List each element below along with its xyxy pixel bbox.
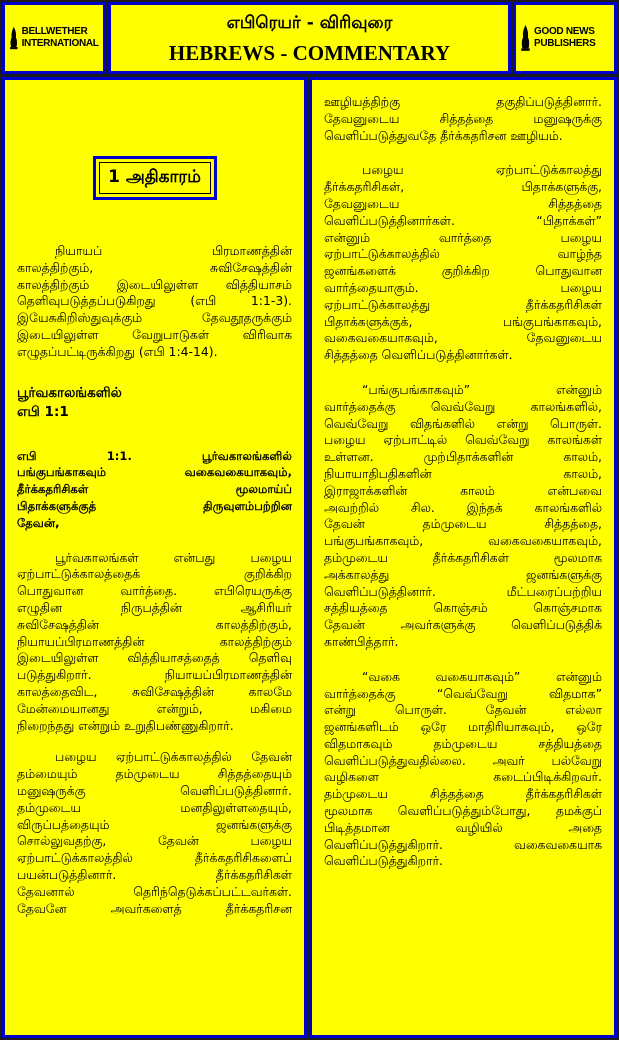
text-line: இடையிலுள்ள வேறுபாடுகள் விரிவாக	[17, 326, 292, 342]
publisher-name-right: GOOD NEWS PUBLISHERS	[533, 26, 596, 49]
text-line: தேவன் அவர்களுக்கு வெளிப்படுத்திக்	[324, 617, 602, 633]
text-line: பயன்படுத்தினார். தீர்க்கதரிசிகள்	[17, 866, 292, 882]
body-paragraph	[17, 550, 292, 735]
text-line: தீர்க்கதரிசிகள், பிதாக்களுக்கு,	[324, 179, 602, 195]
publisher-name-left: BELLWETHER INTERNATIONAL	[21, 26, 99, 49]
section-heading	[17, 384, 292, 422]
text-line: நியாயாதிபதிகளின் காலம்,	[324, 465, 602, 481]
text-line: இடையிலுள்ள வித்தியாசத்தைத் தெளிவு	[17, 650, 292, 666]
chapter-label: 1 அதிகாரம்	[93, 156, 217, 200]
text-line: தம்மையும் தம்முடைய சித்தத்தையும்	[17, 766, 292, 782]
text-line: அவற்றில் சில. இந்தக் காலங்களில்	[324, 499, 602, 515]
text-line: தெளிவுபடுத்தப்படுகிறது (எபி 1:1-3).	[17, 293, 292, 309]
text-line: தேவனால் தெரிந்தெடுக்கப்பட்டவர்கள்.	[17, 883, 292, 899]
title-english: HEBREWS - COMMENTARY	[168, 41, 451, 65]
text-line: “வகை வகையாகவும்” என்னும்	[362, 668, 602, 684]
text-line: வெளிப்படுத்தினார். மீட்பரைப்பற்றிய	[324, 583, 602, 599]
text-line: தம்முடைய சித்தத்தை தீர்க்கதரிசிகள்	[324, 786, 602, 802]
text-line: பிதாக்களுக்குத் திருவுளம்பற்றின	[17, 498, 292, 513]
text-line: பூர்வகாலங்களில்	[17, 384, 122, 401]
text-line: காண்பித்தார்.	[324, 633, 399, 649]
body-paragraph	[324, 669, 602, 871]
text-line: வெளிப்படுத்துவதில்லை. அவர் பல்வேறு	[324, 752, 602, 768]
text-line: ஊழியத்திற்கு தகுதிப்படுத்தினார்.	[324, 94, 602, 109]
body-paragraph	[324, 162, 602, 364]
publisher-logo-left	[2, 2, 106, 74]
text-line: தீர்க்கதரிசிகள் மூலமாய்ப்	[17, 482, 292, 497]
text-line: ஜனங்களைக் குறிக்கிற பொதுவான	[324, 263, 602, 279]
text-line: காலத்தைவிட, சுவிசேஷத்தின் காலமே	[17, 683, 292, 699]
text-line: விதமாகவும் தம்முடைய சத்தியத்தை	[324, 735, 602, 751]
text-line: தேவனுடைய சித்தத்தை மனுஷருக்கு	[324, 110, 602, 126]
text-line: வெளிப்படுத்துகிறார். வகைவகையாக	[324, 836, 602, 852]
text-line: சித்தத்தை வெளிப்படுத்தினார்கள்.	[324, 347, 513, 363]
text-line: எழுதப்பட்டிருக்கிறது (எபி 1:4-14).	[17, 343, 218, 359]
title-tamil: எபிரெயர் - விரிவுரை	[226, 13, 393, 33]
text-line: வெளிப்படுத்துகிறார்.	[324, 853, 443, 869]
text-line: வகைவகையாகவும், தேவனுடைய	[324, 330, 602, 346]
text-line: எபி 1:1	[17, 403, 69, 420]
text-line: இராஜாக்களின் காலம் என்பவை	[324, 482, 602, 498]
text-line: “பங்குபங்காகவும்” என்னும்	[362, 381, 602, 397]
text-line: தேவனுடைய சித்தத்தை	[324, 195, 602, 211]
text-line: பிடித்தமான வழியில் அதை	[324, 819, 602, 835]
text-line: பூர்வகாலங்கள் என்பது பழைய	[55, 549, 292, 565]
text-line: நியாயப் பிரமாணத்தின்	[55, 243, 292, 258]
text-line: பழைய ஏற்பாட்டில் வெவ்வேறு காலங்கள்	[324, 432, 602, 448]
text-line: ஏற்பாட்டுக்காலத்து தீர்க்கதரிசிகள்	[324, 296, 602, 312]
right-column	[309, 77, 617, 1038]
text-line: எபி 1:1. பூர்வகாலங்களில்	[17, 448, 292, 463]
text-line: மூலமாக வெளிப்படுத்தும்போது, தமக்குப்	[324, 803, 602, 819]
text-line: வார்த்தைக்கு “வெவ்வேறு விதமாக”	[324, 685, 602, 701]
verse-text	[17, 448, 292, 532]
text-line: இயேசுகிறிஸ்துவுக்கும் தேவதூதருக்கும்	[17, 310, 292, 326]
text-line: பழைய ஏற்பாட்டுக்காலத்தில் தேவன்	[55, 749, 292, 765]
text-line: ஏற்பாட்டுக்காலத்தில் தீர்க்கதரிசிகளைப்	[17, 850, 292, 866]
text-line: ஏற்பாட்டுக்காலத்தைக் குறிக்கிற	[17, 566, 292, 582]
text-line: உள்ளன. முற்பிதாக்களின் காலம்,	[324, 449, 602, 465]
text-line: தம்முடைய மனதிலுள்ளதையும்,	[17, 799, 292, 815]
text-line: காலத்திற்கும் இடையிலுள்ள வித்தியாசம்	[17, 276, 292, 292]
ram-logo-icon	[520, 15, 531, 61]
text-line: தேவன் தம்முடைய சித்தத்தை,	[324, 516, 602, 532]
text-line: மனுஷருக்கு வெளிப்படுத்தினார்.	[17, 782, 292, 798]
text-line: என்று பொருள். தேவன் எல்லா	[324, 702, 602, 718]
text-line: விருப்பத்தையும் ஜனங்களுக்கு	[17, 816, 292, 832]
page-header	[108, 2, 511, 74]
intro-paragraph	[17, 243, 292, 361]
text-line: வெவ்வேறு விதங்களில் என்று பொருள்.	[324, 415, 602, 431]
text-line: தேவன்,	[17, 515, 60, 530]
text-line: அக்காலத்து ஜனங்களுக்கு	[324, 566, 602, 582]
text-line: சத்தியத்தை கொஞ்சம் கொஞ்சமாக	[324, 600, 602, 616]
body-paragraph	[17, 749, 292, 917]
text-line: வெளிப்படுத்துவதே தீர்க்கதரிசன ஊழியம்.	[324, 127, 563, 143]
text-line: சுவிசேஷத்தின் காலத்திற்கும்,	[17, 616, 292, 632]
text-line: பொதுவான வார்த்தை. எபிரெயருக்கு	[17, 583, 292, 599]
text-line: எழுதின நிருபத்தின் ஆசிரியர்	[17, 599, 292, 615]
text-line: நிறைந்தது என்றும் உறுதிபண்ணுகிறார்.	[17, 717, 234, 733]
text-line: பங்குபங்காகவும் வகைவகையாகவும்,	[17, 465, 292, 480]
text-line: நியாயப்பிரமாணத்தின் காலத்திற்கும்	[17, 633, 292, 649]
text-line: படுத்துகிறார். நியாயப்பிரமாணத்தின்	[17, 667, 292, 683]
text-line: காலத்திற்கும், சுவிசேஷத்தின்	[17, 259, 292, 275]
text-line: வார்த்தையாகும். பழைய	[324, 279, 602, 295]
text-line: வெளிப்படுத்தினார்கள். “பிதாக்கள்”	[324, 212, 602, 228]
text-line: வார்த்தைக்கு வெவ்வேறு காலங்களில்,	[324, 398, 602, 414]
text-line: ஏற்பாட்டுக்காலத்தில் வாழ்ந்த	[324, 246, 602, 262]
body-paragraph	[324, 382, 602, 651]
text-line: ஜனங்களிடம் ஒரே மாதிரியாகவும், ஒரே	[324, 719, 602, 735]
text-line: மேன்மையானது என்றும், மகிமை	[17, 700, 292, 716]
text-line: தேவனே அவர்களைத் தீர்க்கதரிசன	[17, 900, 292, 916]
text-line: வழிகளை கடைப்பிடிக்கிறவர்.	[324, 769, 602, 785]
text-line: பிதாக்களுக்குக், பங்குபங்காகவும்,	[324, 313, 602, 329]
text-line: தம்முடைய தீர்க்கதரிசிகள் மூலமாக	[324, 549, 602, 565]
ram-logo-icon	[9, 15, 19, 61]
left-column	[2, 77, 307, 1038]
text-line: பங்குபங்காகவும், வகைவகையாகவும்,	[324, 533, 602, 549]
publisher-logo-right	[513, 2, 617, 74]
text-line: என்னும் வார்த்தை பழைய	[324, 229, 602, 245]
body-paragraph	[324, 94, 602, 144]
text-line: பழைய ஏற்பாட்டுக்காலத்து	[362, 162, 602, 178]
text-line: சொல்லுவதற்கு, தேவன் பழைய	[17, 833, 292, 849]
